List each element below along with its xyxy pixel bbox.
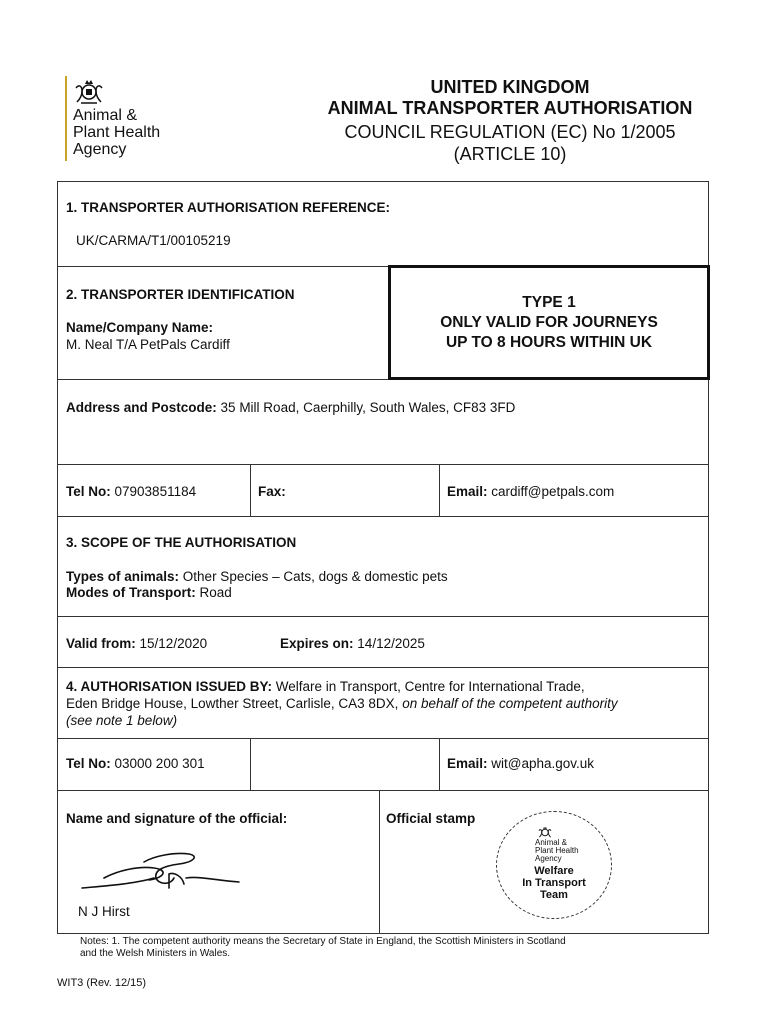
section4-heading: 4. AUTHORISATION ISSUED BY: (66, 679, 273, 694)
stamp-org-line-1: Animal & (535, 838, 568, 847)
address-value: 35 Mill Road, Caerphilly, South Wales, CF83 3FD (220, 400, 516, 415)
valid-from-label: Valid from: (66, 636, 136, 651)
type-line-1: TYPE 1 (522, 294, 576, 311)
modes-value: Road (199, 585, 232, 600)
authorisation-reference: UK/CARMA/T1/00105219 (76, 233, 231, 248)
form-number: WIT3 (Rev. 12/15) (57, 977, 147, 989)
email-label: Email: (447, 484, 488, 499)
issuer-line-3: (see note 1 below) (66, 713, 178, 728)
fax-label: Fax: (258, 484, 286, 499)
modes-label: Modes of Transport: (66, 585, 196, 600)
stamp-team (500, 865, 608, 901)
issuer-email-label: Email: (447, 756, 488, 771)
issuer-email-row (447, 756, 594, 771)
email-row (447, 484, 614, 499)
stamp-label: Official stamp (386, 811, 476, 826)
type-line-2: ONLY VALID FOR JOURNEYS (440, 314, 658, 331)
rule-section1 (58, 266, 389, 267)
signature-label: Name and signature of the official: (66, 811, 288, 826)
agency-logo-text (73, 107, 160, 158)
address-row (66, 400, 515, 415)
animals-value: Other Species – Cats, dogs & domestic pets (182, 569, 448, 584)
rule-contact (58, 516, 708, 517)
type-restriction-box (388, 265, 710, 380)
title-country: UNITED KINGDOM (430, 77, 590, 97)
issuer-tel-value: 03000 200 301 (114, 756, 205, 771)
modes-row (66, 585, 232, 600)
rule-issuer-contact (58, 790, 708, 791)
issuer-line-1 (66, 679, 585, 694)
rule-issuer-tel (250, 738, 251, 790)
title-article: (ARTICLE 10) (453, 144, 567, 164)
tel-value: 07903851184 (114, 484, 197, 499)
issuer-line-2-text: Eden Bridge House, Lowther Street, Carlisle, CA3 8DX, (66, 696, 399, 711)
notes-line-1: Notes: 1. The competent authority means the Secretary of State in England, the Scottish Ministers in Scotland (80, 936, 566, 947)
rule-address (58, 464, 708, 465)
section2-heading: 2. TRANSPORTER IDENTIFICATION (66, 287, 295, 302)
stamp-org-line-3: Agency (535, 854, 562, 863)
animals-row (66, 569, 448, 584)
issuer-tel-label: Tel No: (66, 756, 111, 771)
title-regulation: COUNCIL REGULATION (EC) No 1/2005 (344, 122, 676, 142)
stamp-crest-icon (537, 825, 553, 839)
stamp-team-line-1: Welfare (534, 865, 574, 877)
section3-heading: 3. SCOPE OF THE AUTHORISATION (66, 535, 297, 550)
rule-fax-email (439, 464, 440, 516)
issuer-line-1-text: Welfare in Transport, Centre for International Trade, (275, 679, 585, 694)
expires-label: Expires on: (280, 636, 354, 651)
notes (80, 936, 566, 960)
type-line-3: UP TO 8 HOURS WITHIN UK (445, 334, 653, 351)
rule-issuer-email (439, 738, 440, 790)
name-label: Name/Company Name: (66, 320, 214, 335)
animals-label: Types of animals: (66, 569, 180, 584)
rule-scope (58, 616, 708, 617)
rule-signature-stamp (379, 790, 380, 933)
expires-value: 14/12/2025 (357, 636, 425, 651)
issuer-tel-row (66, 756, 205, 771)
royal-crest-icon (72, 76, 106, 106)
name-value: M. Neal T/A PetPals Cardiff (66, 337, 230, 352)
signature-image (74, 848, 244, 898)
issuer-line-2 (66, 696, 618, 711)
logo-line-2: Plant Health (73, 124, 161, 141)
rule-validity (58, 667, 708, 668)
tel-row (66, 484, 196, 499)
expires-row (280, 636, 425, 651)
email-value: cardiff@petpals.com (491, 484, 615, 499)
rule-tel-fax (250, 464, 251, 516)
issuer-email-value: wit@apha.gov.uk (491, 756, 595, 771)
stamp-team-line-2: In Transport (522, 877, 586, 889)
logo-divider-bar (65, 76, 67, 161)
rule-issuer (58, 738, 708, 739)
logo-line-3: Agency (73, 141, 127, 158)
official-name: N J Hirst (78, 904, 130, 919)
address-label: Address and Postcode: (66, 400, 217, 415)
logo-line-1: Animal & (73, 107, 138, 124)
valid-from-row (66, 636, 207, 651)
stamp-team-line-3: Team (540, 889, 568, 901)
stamp-org-line-2: Plant Health (535, 846, 579, 855)
section1-heading: 1. TRANSPORTER AUTHORISATION REFERENCE: (66, 200, 391, 215)
tel-label: Tel No: (66, 484, 111, 499)
title-document: ANIMAL TRANSPORTER AUTHORISATION (327, 98, 693, 118)
stamp-org (535, 839, 579, 863)
notes-line-2: and the Welsh Ministers in Wales. (80, 948, 231, 959)
issuer-line-2-italic: on behalf of the competent authority (402, 696, 618, 711)
valid-from-value: 15/12/2020 (139, 636, 208, 651)
